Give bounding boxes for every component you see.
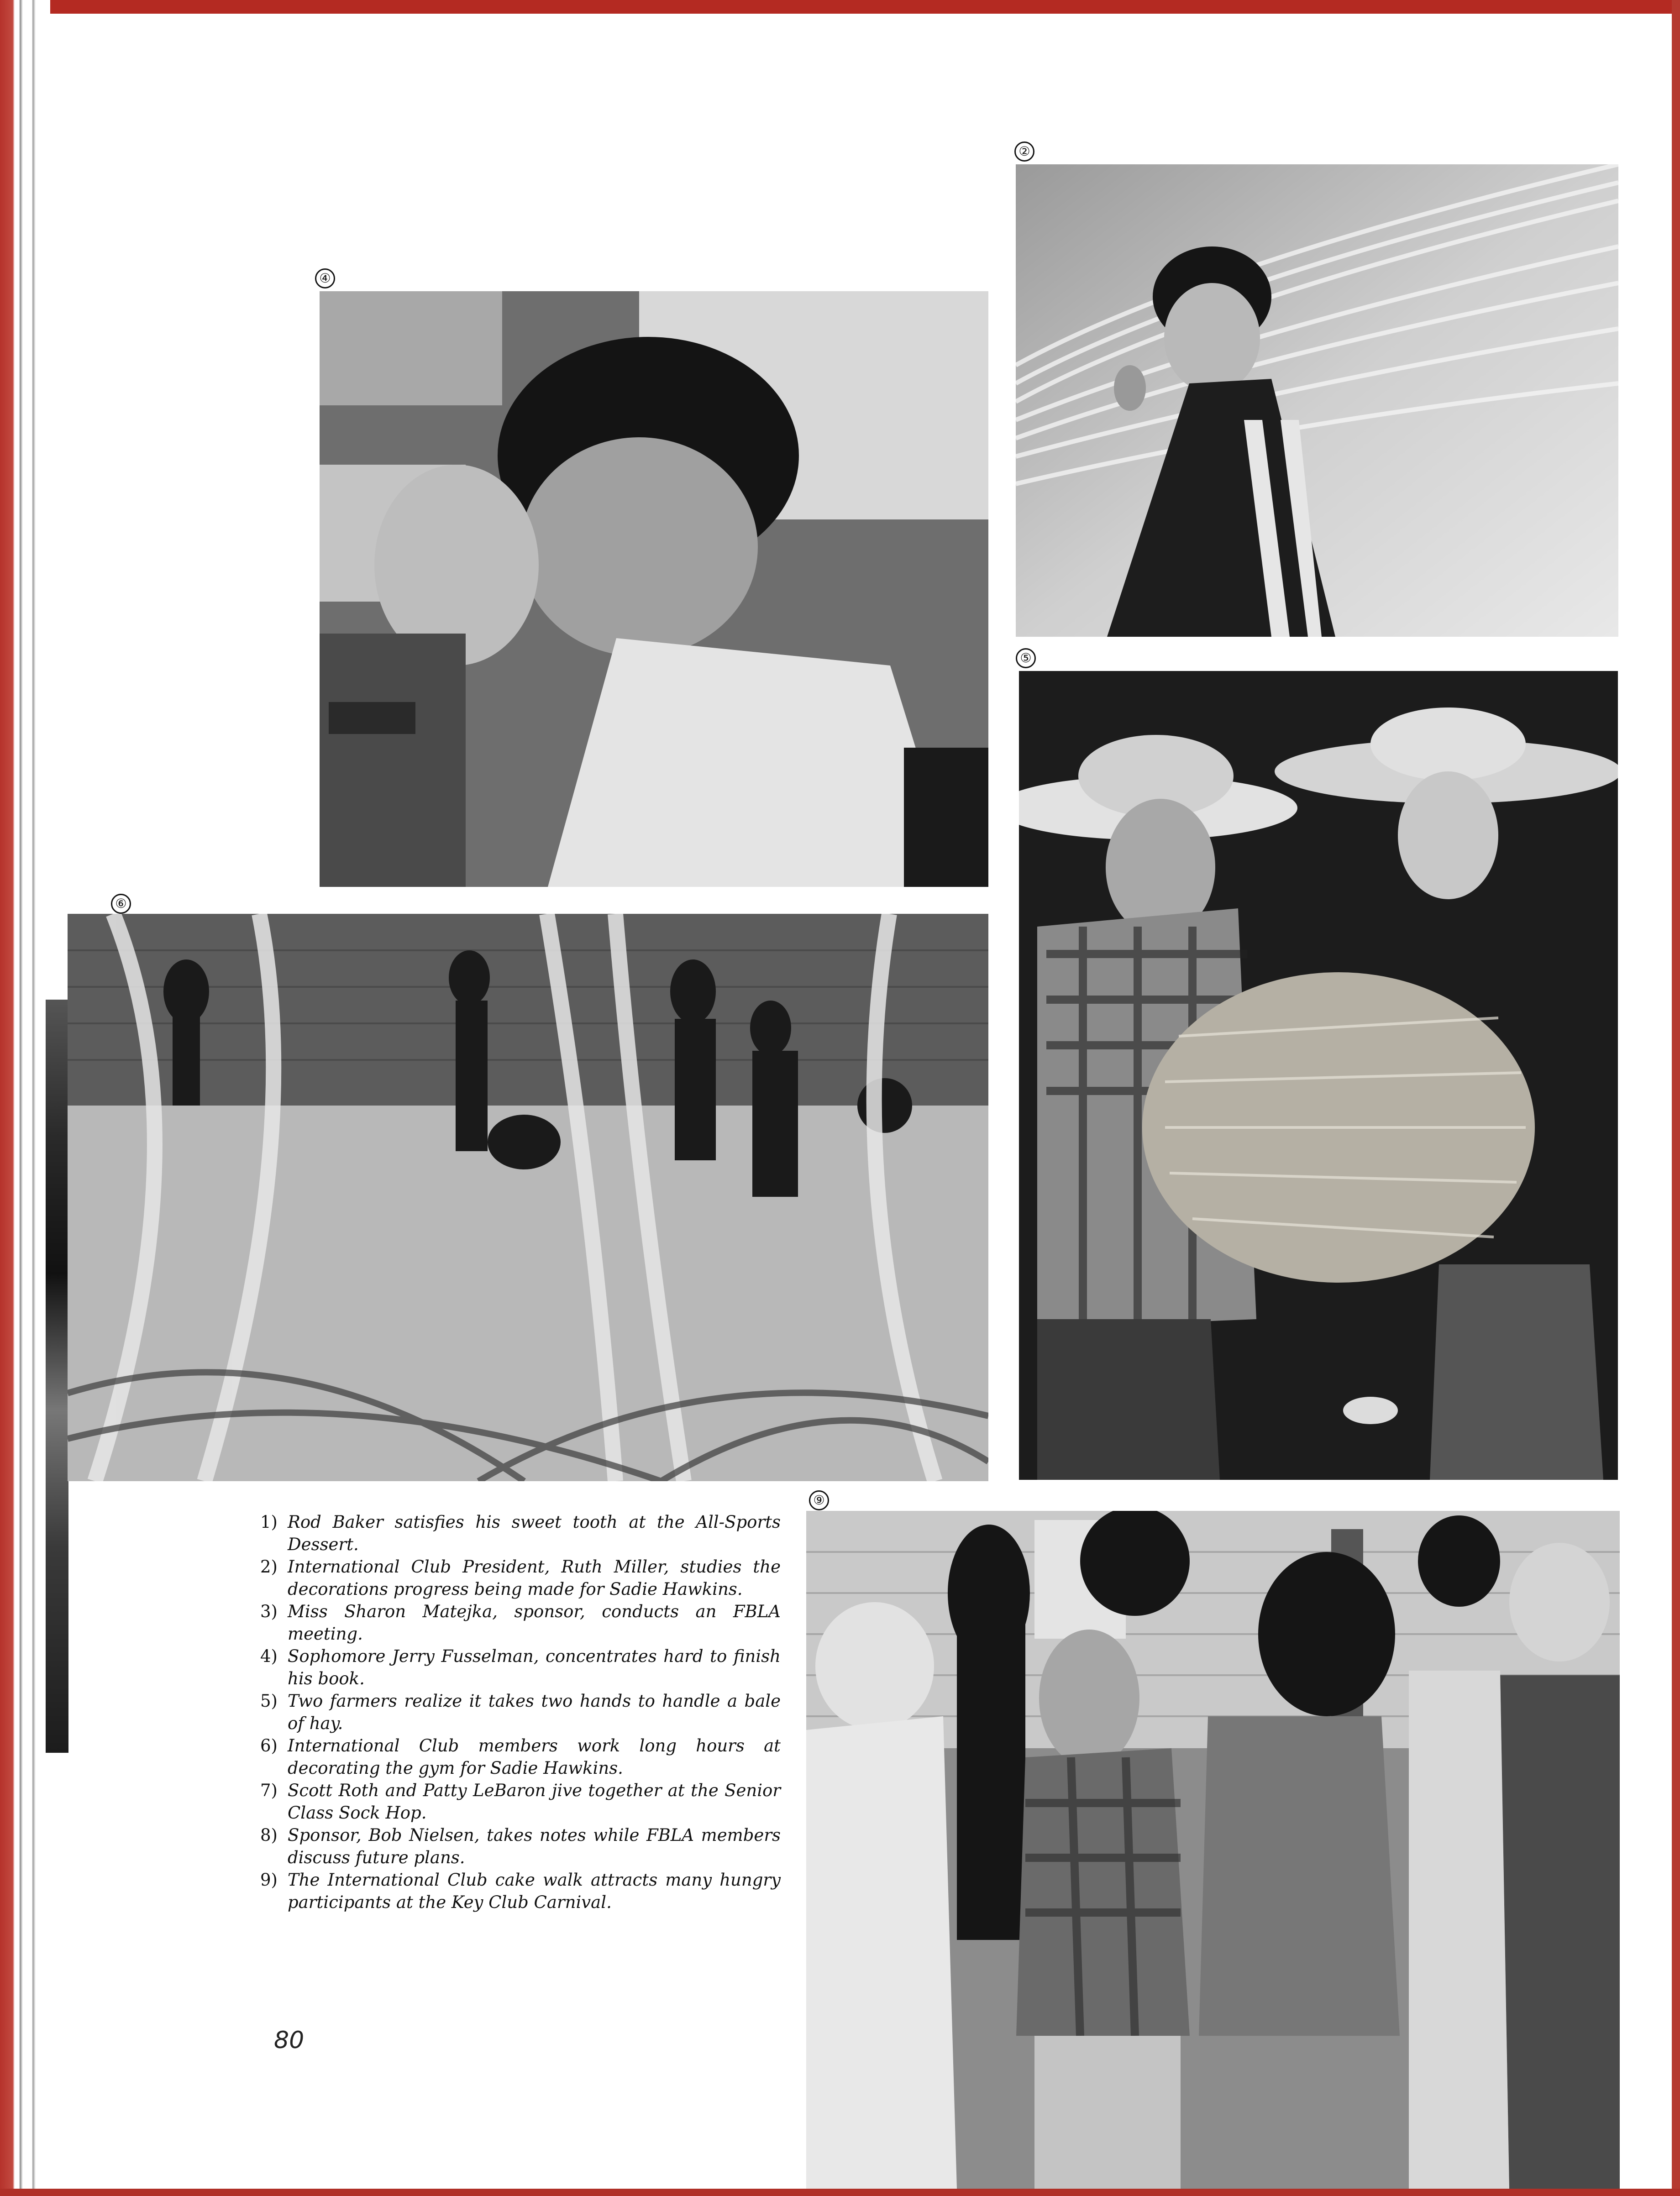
caption-6: 6) International Club members work long hours at decorating the gym for Sadie Hawkins. — [260, 1736, 781, 1778]
caption-2: 2) International Club President, Ruth Miller, studies the decorations progress being made for Sadie Hawkins. — [260, 1557, 781, 1599]
caption-5: 5) Two farmers realize it takes two hands to handle a bale of hay. — [260, 1691, 781, 1733]
photo-number-9: ⑨ — [809, 1490, 829, 1510]
photo-2-image — [1016, 164, 1618, 637]
photo-number-4: ④ — [315, 268, 335, 288]
photo-4-student-concentrating — [320, 291, 988, 887]
binding-spine — [0, 0, 50, 2196]
photo-9-image — [806, 1511, 1620, 2189]
caption-3: 3) Miss Sharon Matejka, sponsor, conducts an FBLA meeting. — [260, 1602, 781, 1644]
binding-top-edge — [0, 0, 1680, 14]
photo-5-image — [1019, 671, 1618, 1480]
photo-number-6: ⑥ — [111, 894, 131, 914]
photo-captions — [260, 1511, 781, 1913]
caption-7: 7) Scott Roth and Patty LeBaron jive together at the Senior Class Sock Hop. — [260, 1781, 781, 1823]
binding-right-edge — [1672, 0, 1680, 2196]
photo-5-farmers-hay — [1019, 671, 1618, 1480]
facing-page-edge — [46, 1000, 68, 1753]
photo-6-image — [68, 914, 988, 1481]
photo-4-image — [320, 291, 988, 887]
photo-6-decorated-gym — [68, 914, 988, 1481]
page-number: 80 — [274, 2027, 304, 2054]
photo-2-student-decorations — [1016, 164, 1618, 637]
photo-number-5: ⑤ — [1016, 648, 1036, 668]
caption-4: 4) Sophomore Jerry Fusselman, concentrates hard to finish his book. — [260, 1646, 781, 1688]
caption-9: 9) The International Club cake walk attracts many hungry participants at the Key Club Carnival. — [260, 1870, 781, 1912]
caption-1: 1) Rod Baker satisfies his sweet tooth at the All-Sports Dessert. — [260, 1512, 781, 1554]
caption-8: 8) Sponsor, Bob Nielsen, takes notes while FBLA members discuss future plans. — [260, 1825, 781, 1867]
photo-number-2: ② — [1014, 142, 1034, 162]
binding-bottom-edge — [0, 2189, 1680, 2196]
photo-9-cake-walk — [806, 1511, 1620, 2189]
